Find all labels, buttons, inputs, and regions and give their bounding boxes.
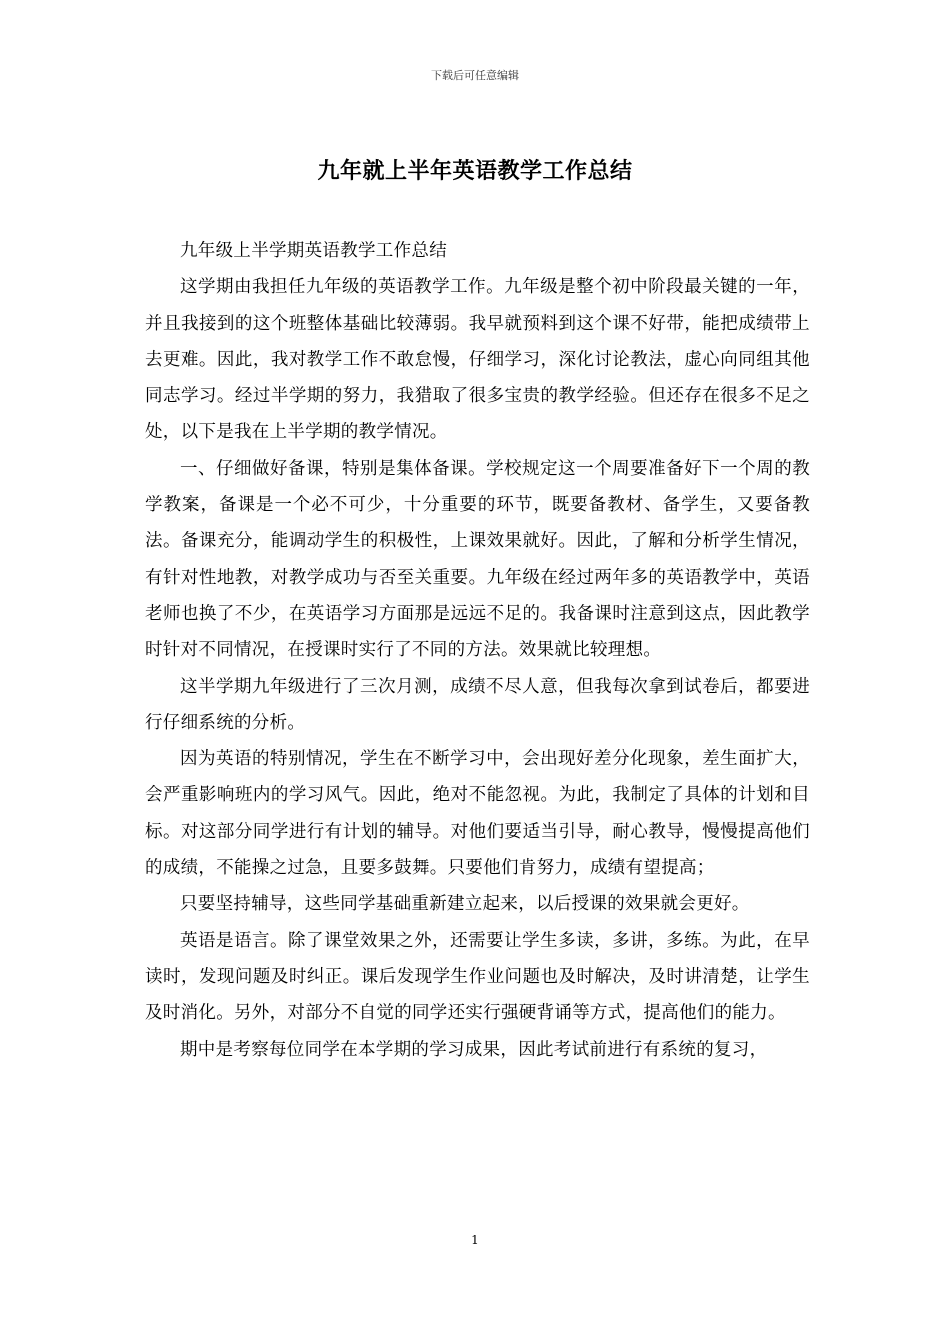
paragraph: 一、仔细做好备课，特别是集体备课。学校规定这一个周要准备好下一个周的教学教案，备课是一个必不可少，十分重要的环节，既要备教材、备学生，又要备教法。备课充分，能调动学生的积极性，上课效果就好。因此，了解和分析学生情况，有针对性地教，对教学成功与否至关重要。九年级在经过两年多的英语教学中，英语老师也换了不少，在英语学习方面那是远远不足的。我备课时注意到这点，因此教学时针对不同情况，在授课时实行了不同的方法。效果就比较理想。 [145, 458, 810, 661]
page-number: 1 [471, 1233, 479, 1247]
paragraph: 英语是语言。除了课堂效果之外，还需要让学生多读，多讲，多练。为此，在早读时，发现问题及时纠正。课后发现学生作业问题也及时解决，及时讲清楚，让学生及时消化。另外，对部分不自觉的同学还实行强硬背诵等方式，提高他们的能力。 [145, 930, 810, 1024]
paragraph: 因为英语的特别情况，学生在不断学习中，会出现好差分化现象，差生面扩大，会严重影响班内的学习风气。因此，绝对不能忽视。为此，我制定了具体的计划和目标。对这部分同学进行有计划的辅导。对他们要适当引导，耐心教导，慢慢提高他们的成绩，不能操之过急，且要多鼓舞。只要他们肯努力，成绩有望提高； [145, 749, 810, 879]
document-body [145, 233, 810, 1068]
paragraph: 期中是考察每位同学在本学期的学习成果，因此考试前进行有系统的复习， [180, 1039, 768, 1060]
page-header: 下载后可任意编辑 [431, 69, 519, 82]
paragraph: 九年级上半学期英语教学工作总结 [180, 241, 447, 261]
paragraph: 这半学期九年级进行了三次月测，成绩不尽人意，但我每次拿到试卷后，都要进行仔细系统的分析。 [145, 676, 810, 733]
paragraph: 这学期由我担任九年级的英语教学工作。九年级是整个初中阶段最关键的一年，并且我接到的这个班整体基础比较薄弱。我早就预料到这个课不好带，能把成绩带上去更难。因此，我对教学工作不敢怠慢，仔细学习，深化讨论教法，虚心向同组其他同志学习。经过半学期的努力，我猎取了很多宝贵的教学经验。但还存在很多不足之处，以下是我在上半学期的教学情况。 [145, 277, 810, 443]
document-title: 九年就上半年英语教学工作总结 [317, 158, 633, 184]
paragraph: 只要坚持辅导，这些同学基础重新建立起来，以后授课的效果就会更好。 [180, 894, 750, 915]
